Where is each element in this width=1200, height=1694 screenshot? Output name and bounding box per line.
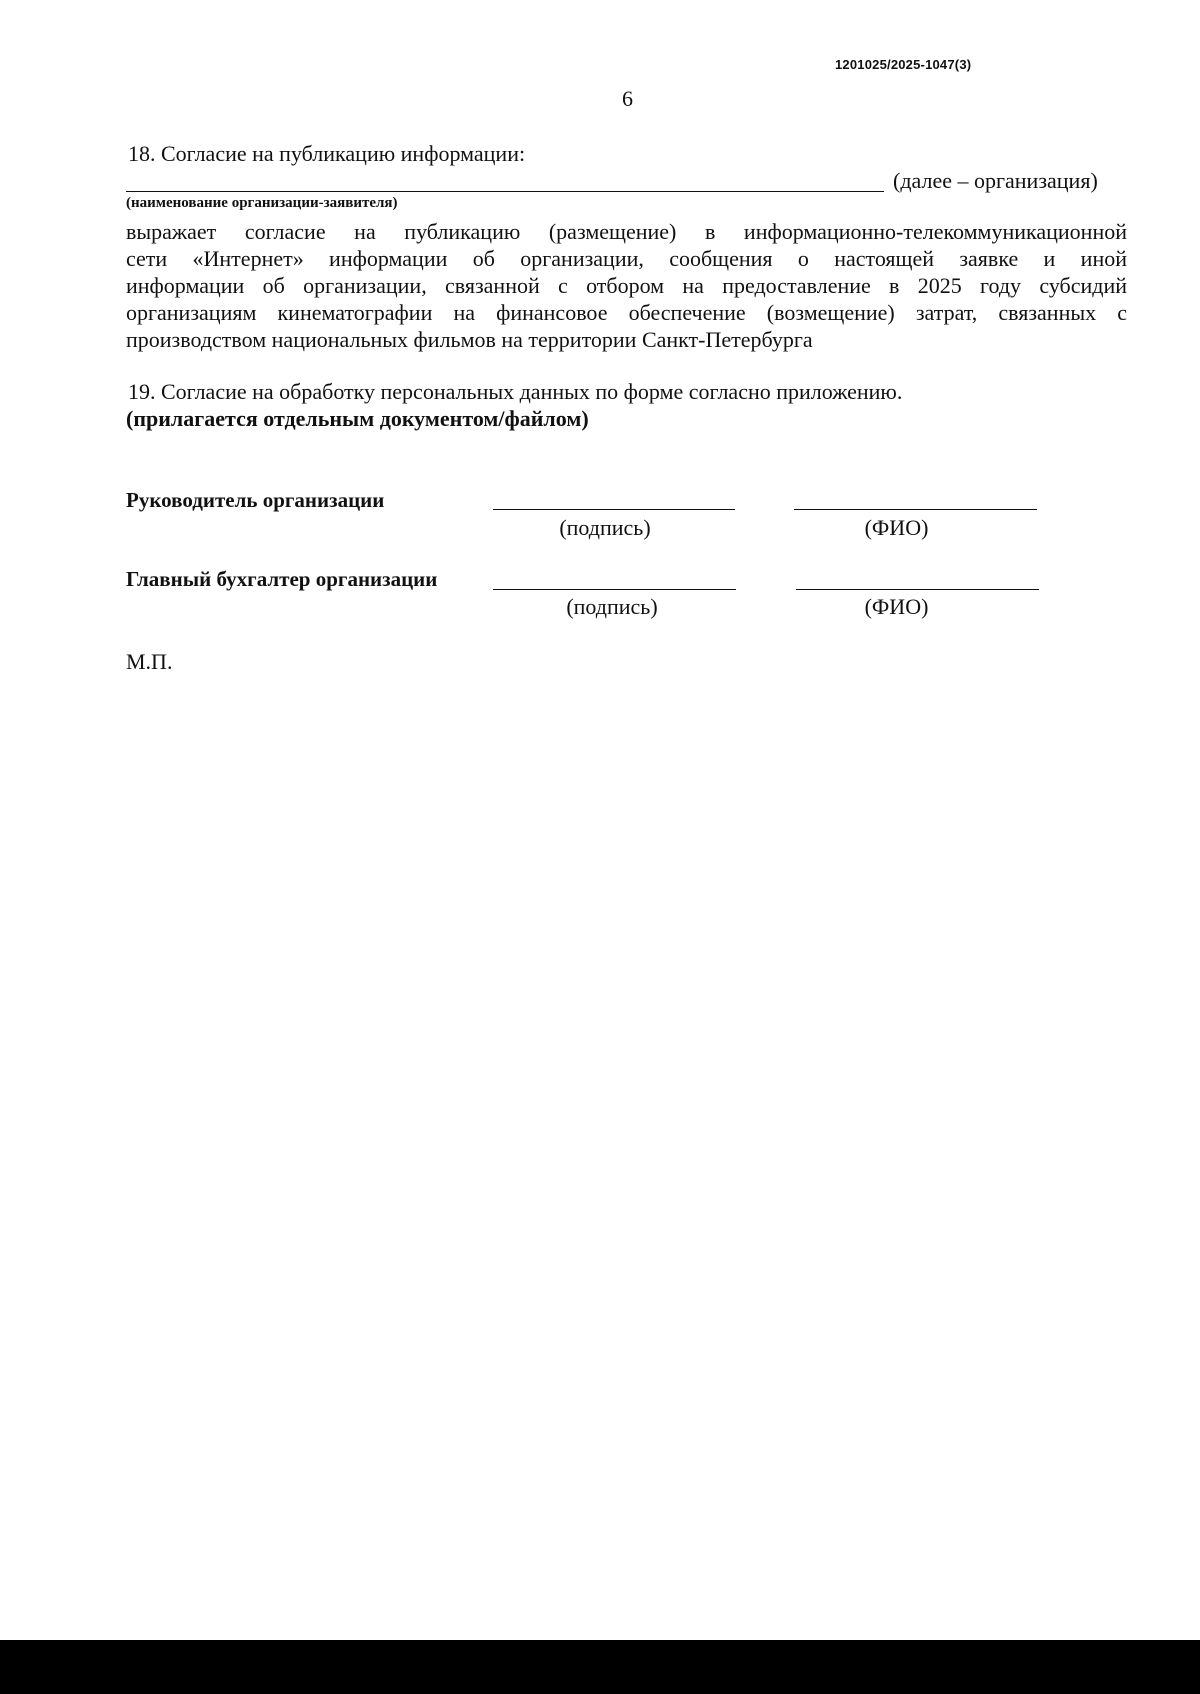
head-signature-caption: (подпись)	[559, 515, 651, 540]
organization-name-caption: (наименование организации-заявителя)	[126, 195, 398, 211]
accountant-name-line	[796, 589, 1039, 590]
body-line: производством национальных фильмов на территории Санкт-Петербурга	[126, 327, 813, 352]
accountant-signature-caption: (подпись)	[566, 594, 658, 619]
scan-border-bar	[0, 1640, 1200, 1694]
section-19-note: (прилагается отдельным документом/файлом)	[126, 406, 589, 431]
head-name-line	[794, 509, 1037, 510]
head-name-caption: (ФИО)	[864, 515, 929, 540]
page-number: 6	[622, 86, 633, 111]
section-18-tail-text: (далее – организация)	[893, 168, 1098, 193]
body-line: сети «Интернет» информации об организации, сообщения о настоящей заявке и иной	[126, 246, 1127, 271]
accountant-signature-line	[493, 589, 736, 590]
body-line: выражает согласие на публикацию (размещение) в информационно-телекоммуникационной	[126, 219, 1127, 244]
head-signature-line	[493, 509, 735, 510]
body-line: информации об организации, связанной с отбором на предоставление в 2025 году субсидий	[126, 273, 1127, 298]
organization-name-fill-line	[126, 191, 884, 192]
section-18-body	[126, 218, 1127, 353]
body-line: организациям кинематографии на финансовое обеспечение (возмещение) затрат, связанных с	[126, 300, 1127, 325]
accountant-signature-label: Главный бухгалтер организации	[126, 567, 438, 591]
section-19-heading: 19. Согласие на обработку персональных данных по форме согласно приложению.	[128, 379, 903, 404]
section-18-heading: 18. Согласие на публикацию информации:	[128, 141, 526, 166]
stamp-place-label: М.П.	[126, 649, 173, 674]
accountant-name-caption: (ФИО)	[864, 594, 929, 619]
head-signature-label: Руководитель организации	[126, 488, 385, 512]
document-registration-number: 1201025/2025-1047(3)	[835, 57, 972, 72]
